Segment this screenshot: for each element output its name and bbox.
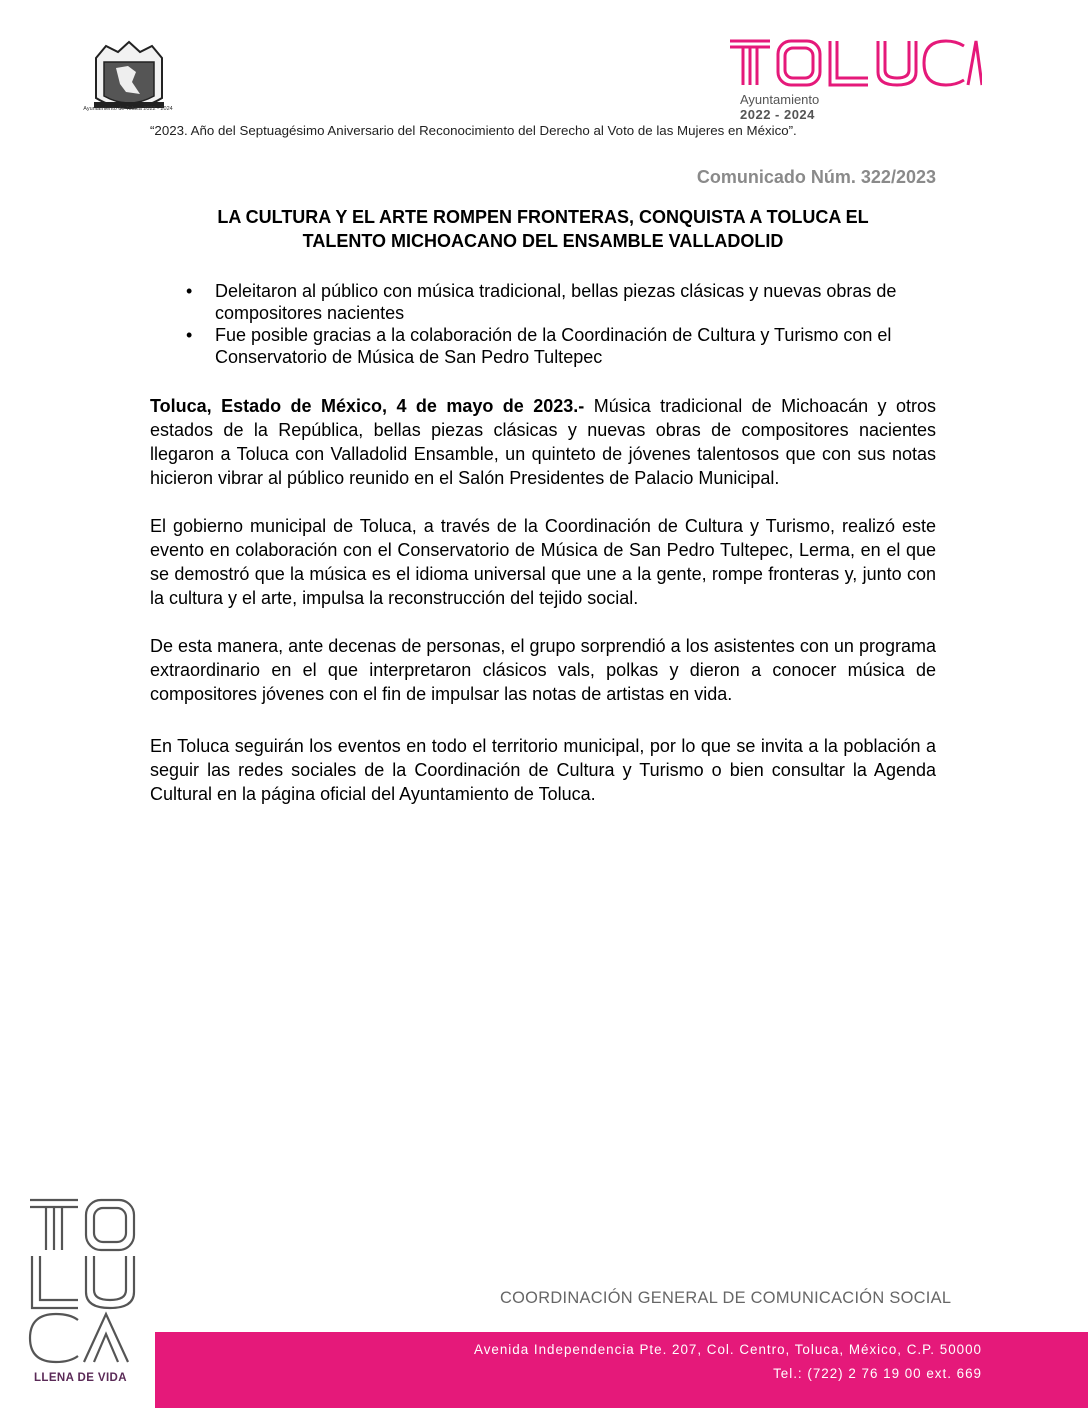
footer-slogan: LLENA DE VIDA [34,1372,127,1384]
body-paragraph-2: El gobierno municipal de Toluca, a través de la Coordinación de Cultura y Turismo, realizó este evento en colaboración con el Conservatorio de Música de San Pedro Tultepec, Lerma, en el que se demostró que la música es el idioma universal que une a la gente, rompe fronteras y, junto con la cultura y el arte, impulsa la reconstrucción del tejido social. [150,516,936,608]
bullet-text: Fue posible gracias a la colaboración de la Coordinación de Cultura y Turismo con el Conservatorio de Música de San Pedro Tultepec [215,325,892,367]
footer-address: Avenida Independencia Pte. 207, Col. Centro, Toluca, México, C.P. 50000 [474,1342,982,1357]
headline [150,205,936,253]
press-release-number: Comunicado Núm. 322/2023 [696,167,936,187]
headline-line-2: TALENTO MICHOACANO DEL ENSAMBLE VALLADOLID [302,231,784,251]
bullet-item [186,324,938,368]
footer-phone: Tel.: (722) 2 76 19 00 ext. 669 [773,1366,982,1381]
headline-line-1: LA CULTURA Y EL ARTE ROMPEN FRONTERAS, CONQUISTA A TOLUCA EL [217,207,869,227]
paragraph-1-text: Música tradicional de Michoacán y otros estados de la República, bellas piezas clásicas y nuevas obras de compositores nacientes llegaron a Toluca con Valladolid Ensamble, un quinteto de jóvenes talentosos que con sus notas hicieron vibrar al público reunido en el Salón Presidentes de Palacio Municipal. [150,396,937,488]
seal-caption: Ayuntamiento de Toluca 2022 - 2024 [83,106,173,112]
dateline: Toluca, Estado de México, 4 de mayo de 2023.- [150,396,585,416]
ayuntamiento-label: Ayuntamiento [740,92,820,107]
body-paragraph-4: En Toluca seguirán los eventos en todo el territorio municipal, por lo que se invita a la población a seguir las redes sociales de la Coordinación de Cultura y Turismo o bien consultar la Agenda Cultural en la página oficial del Ayuntamiento de Toluca. [150,736,936,804]
bullet-item [186,280,938,324]
coordination-title: COORDINACIÓN GENERAL DE COMUNICACIÓN SOCIAL [500,1289,952,1307]
body-paragraph-1 [150,394,936,490]
summary-bullets [186,280,938,368]
ayuntamiento-years: 2022 - 2024 [740,107,815,122]
body-paragraph-3: De esta manera, ante decenas de personas, el grupo sorprendió a los asistentes con un programa extraordinario en el que interpretaron clásicos vals, polkas y dieron a conocer música de compositores jóvenes con el fin de impulsar las notas de artistas en vida. [150,636,936,704]
year-motto: “2023. Año del Septuagésimo Aniversario del Reconocimiento del Derecho al Voto de las Mujeres en México”. [150,123,797,138]
bullet-icon: • [186,325,193,345]
municipal-seal-logo [86,38,172,116]
bullet-text: Deleitaron al público con música tradicional, bellas piezas clásicas y nuevas obras de compositores nacientes [215,281,897,323]
toluca-footer-logo [26,1196,140,1366]
bullet-icon: • [186,281,193,301]
toluca-logo [728,38,982,88]
